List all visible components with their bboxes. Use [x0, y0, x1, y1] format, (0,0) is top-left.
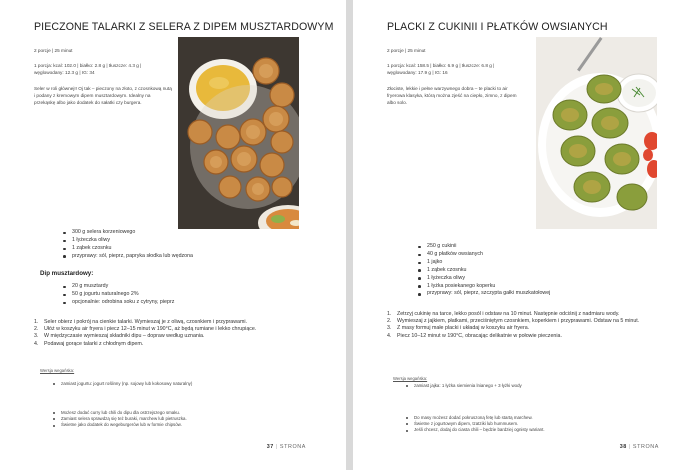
- recipe-title: PLACKI Z CUKINII I PŁATKÓW OWSIANYCH: [387, 21, 608, 33]
- servings-time: 2 porcje | 25 minut: [34, 48, 73, 53]
- step-item: [34, 326, 324, 333]
- list-item: 1 ząbek czosnku: [63, 245, 193, 253]
- servings-time: 2 porcje | 25 minut: [387, 48, 426, 53]
- vegan-list: [406, 383, 522, 389]
- vegan-list: [53, 381, 192, 387]
- list-item: 40 g płatków owsianych: [418, 251, 550, 259]
- step-text: W międzyczasie wymieszaj składniki dipu – dopraw według uznania.: [44, 333, 205, 340]
- nutrition-info: 1 porcja: kcal: 102.0 | białko: 2.8 g | tłuszcze: 4.3 g | węglowodany: 12.3 g | IG: 34: [34, 63, 142, 76]
- list-item: przyprawy: sól, pieprz, papryka słodka lub wędzona: [63, 253, 193, 261]
- list-item: Możesz dodać curry lub chili do dipu dla ostrzejszego smaku.: [53, 410, 187, 416]
- nutrition-info: 1 porcja: kcal: 158.5 | białko: 6.9 g | tłuszcze: 6.8 g | węglowodany: 17.9 g | IG: 16: [387, 63, 495, 76]
- tips-list: [53, 410, 187, 429]
- page-footer: 37 | STRONA: [266, 444, 306, 450]
- step-item: [34, 333, 324, 340]
- step-number: 2.: [387, 318, 392, 325]
- list-item: 1 ząbek czosnku: [418, 267, 550, 275]
- step-text: Piecz 10–12 minut w 190°C, obracając delikatnie w połowie pieczenia.: [397, 332, 562, 339]
- step-number: 4.: [387, 332, 392, 339]
- page-footer: 38 | STRONA: [619, 444, 659, 450]
- step-number: 1.: [387, 311, 392, 317]
- celery-chips-photo: [178, 37, 299, 229]
- vegan-version-label: Wersja wegańska:: [393, 376, 428, 381]
- step-number: 1.: [34, 319, 39, 325]
- page-left: [0, 0, 346, 470]
- step-number: 3.: [387, 325, 392, 332]
- recipe-title: PIECZONE TALARKI Z SELERA Z DIPEM MUSZTARDOWYM: [34, 21, 334, 33]
- step-text: Seler obierz i pokrój na cienkie talarki. Wymieszaj je z oliwą, czosnkiem i przyprawami.: [44, 319, 248, 325]
- zucchini-fritters-photo: [536, 37, 657, 229]
- step-number: 3.: [34, 333, 39, 340]
- vegan-version-label: Wersja wegańska:: [40, 368, 75, 373]
- recipe-description: Złociste, lekkie i pełne warzywnego dobra – te placki to air fryerowa klasyka, którą można zjeść na ciepło, zimno, z dipem albo solo.: [387, 86, 517, 106]
- page-number: 38: [619, 444, 627, 450]
- step-text: Zetrzyj cukinię na tarce, lekko posól i odstaw na 10 minut. Następnie odciśnij z nadmiaru wody.: [397, 311, 620, 317]
- step-item: [34, 341, 324, 348]
- list-item: 20 g musztardy: [63, 283, 174, 291]
- list-item: zamiast jogurtu: jogurt roślinny (np. sojowy lub kokosowy naturalny): [53, 381, 192, 387]
- ingredient-list: [418, 243, 550, 298]
- list-item: 1 łyżeczka oliwy: [418, 275, 550, 283]
- list-item: opcjonalnie: odrobina soku z cytryny, pieprz: [63, 299, 174, 307]
- step-list: [34, 319, 324, 348]
- ingredient-list: [63, 229, 193, 261]
- list-item: Świetne jako dodatek do wegeburgerów lub w formie chipsów.: [53, 422, 187, 428]
- page-gutter: [346, 0, 353, 470]
- list-item: Świetne z jogurtowym dipem, tzatziki lub hummusem.: [406, 421, 545, 427]
- step-text: Podawaj gorące talarki z chłodnym dipem.: [44, 340, 144, 347]
- list-item: 250 g cukinii: [418, 243, 550, 251]
- step-text: Wymieszaj z jajkiem, płatkami, przeciśniętym czosnkiem, koperkiem i przyprawami. Odstaw na 5 minut.: [397, 318, 640, 325]
- list-item: Do masy możesz dodać pokruszoną fetę lub startą marchew.: [406, 415, 545, 421]
- list-item: 300 g selera korzeniowego: [63, 229, 193, 237]
- step-text: Z masy formuj małe placki i układaj w koszyku air fryera.: [397, 325, 530, 332]
- list-item: 1 łyżka posiekanego koperku: [418, 283, 550, 291]
- step-item: [387, 325, 677, 332]
- list-item: 1 jajko: [418, 259, 550, 267]
- list-item: 1 łyżeczka oliwy: [63, 237, 193, 245]
- step-item: [387, 333, 677, 340]
- recipe-description: Seler w roli głównej!! Oj tak – pieczony na złoto, z czosnkową nutą i podany z kremowym dipem musztardowym. Idealny na przekąskę albo jako dodatek do sałatki czy burgera.: [34, 86, 172, 106]
- step-number: 4.: [34, 340, 39, 347]
- page-number: 37: [266, 444, 274, 450]
- page-right: [353, 0, 699, 470]
- page-word: STRONA: [632, 444, 659, 450]
- step-text: Ułóż w koszyku air fryera i piecz 12–15 minut w 190°C, aż będą rumiane i lekko chrupiące.: [44, 326, 257, 333]
- list-item: zamiast jajka: 1 łyżka siemienia lnianego + 3 łyżki wody: [406, 383, 522, 389]
- dip-ingredient-list: [63, 283, 174, 307]
- list-item: 50 g jogurtu naturalnego 2%: [63, 291, 174, 299]
- page-word: STRONA: [279, 444, 306, 450]
- list-item: Zamiast selera sprawdzą się też buraki, marchew lub pietruszka.: [53, 416, 187, 422]
- list-item: Jeśli chcesz, dodaj do ciasta chili – będzie bardziej ognisty wariant.: [406, 427, 545, 433]
- step-item: [387, 318, 677, 325]
- list-item: przyprawy: sól, pieprz, szczypta gałki muszkatołowej: [418, 290, 550, 298]
- step-item: [387, 311, 677, 318]
- step-list: [387, 311, 677, 340]
- step-item: [34, 319, 324, 326]
- dip-heading: Dip musztardowy:: [40, 270, 94, 277]
- step-number: 2.: [34, 326, 39, 333]
- tips-list: [406, 415, 545, 434]
